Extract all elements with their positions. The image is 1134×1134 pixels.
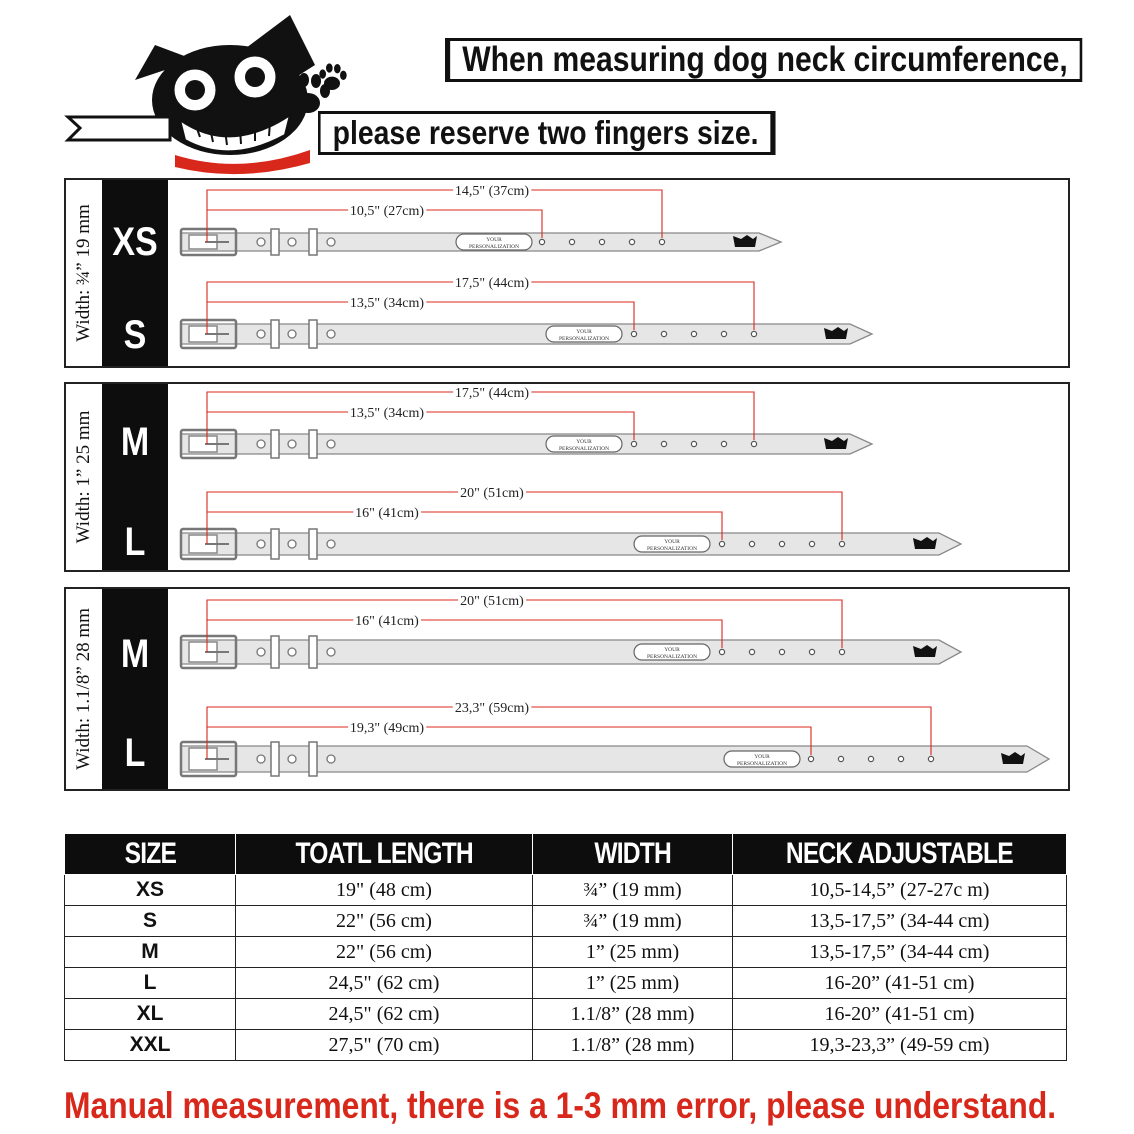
cell-length: 27,5" (70 cm)	[236, 1030, 533, 1061]
cell-neck: 10,5-14,5” (27-27c m)	[733, 875, 1067, 906]
cell-length: 22" (56 cm)	[236, 906, 533, 937]
keeper-loop	[309, 320, 317, 348]
header-line-2: please reserve two fingers size.	[318, 111, 776, 155]
personalization-tag-text: YOUR	[754, 754, 770, 760]
size-label: L	[124, 731, 146, 775]
personalization-tag-text: YOUR	[576, 439, 592, 445]
size-table	[64, 833, 1067, 1061]
adjust-hole	[749, 649, 754, 654]
adjust-hole	[569, 239, 574, 244]
adjust-hole	[629, 239, 634, 244]
adjust-hole	[691, 331, 696, 336]
adjust-hole	[721, 441, 726, 446]
keeper-loop	[271, 742, 279, 776]
panel-width-19mm	[64, 178, 1070, 368]
rivet-hole	[327, 540, 335, 548]
adjust-hole	[809, 541, 814, 546]
cell-neck: 13,5-17,5” (34-44 cm)	[733, 906, 1067, 937]
personalization-tag-text: PERSONALIZATION	[736, 761, 788, 767]
cell-width: 1.1/8” (28 mm)	[533, 1030, 733, 1061]
max-measure-label: 20" (51cm)	[460, 486, 524, 501]
adjust-hole	[751, 331, 756, 336]
adjust-hole	[631, 331, 636, 336]
keeper-loop	[309, 742, 317, 776]
max-measure-label: 17,5" (44cm)	[454, 276, 530, 291]
adjust-hole	[749, 541, 754, 546]
cell-length: 19" (48 cm)	[236, 875, 533, 906]
adjust-hole	[809, 649, 814, 654]
max-measure-label: 17,5" (44cm)	[454, 386, 530, 401]
rivet-hole	[257, 440, 265, 448]
cell-size: XL	[65, 999, 236, 1030]
max-measure-label: 14,5" (37cm)	[454, 184, 530, 199]
table-row	[65, 999, 1067, 1030]
rivet-hole	[288, 238, 296, 246]
adjust-hole	[659, 239, 664, 244]
min-measure-label: 13,5" (34cm)	[349, 406, 425, 421]
adjust-hole	[721, 331, 726, 336]
adjust-hole	[631, 441, 636, 446]
collar-diagram	[66, 180, 1068, 366]
min-measure-label: 16" (41cm)	[355, 506, 419, 521]
adjust-hole	[599, 239, 604, 244]
keeper-loop	[271, 430, 279, 458]
cell-length: 24,5" (62 cm)	[236, 999, 533, 1030]
size-label: M	[120, 632, 150, 676]
min-measure-label: 19,3" (49cm)	[349, 721, 425, 736]
table-row	[65, 875, 1067, 906]
keeper-loop	[309, 529, 317, 559]
header-neck-adjustable: NECK ADJUSTABLE	[733, 834, 1067, 875]
width-label: Width: 1” 25 mm	[73, 410, 94, 544]
adjust-hole	[691, 441, 696, 446]
adjust-hole	[751, 441, 756, 446]
cell-width: ¾” (19 mm)	[533, 875, 733, 906]
adjust-hole	[779, 649, 784, 654]
personalization-tag-text: YOUR	[664, 647, 680, 653]
personalization-tag-text: PERSONALIZATION	[646, 546, 698, 552]
max-measure-label: 23,3" (59cm)	[454, 701, 530, 716]
width-label: Width: ¾” 19 mm	[73, 204, 94, 342]
rivet-hole	[257, 238, 265, 246]
keeper-loop	[309, 430, 317, 458]
adjust-hole	[838, 756, 843, 761]
min-measure-label: 13,5" (34cm)	[349, 296, 425, 311]
rivet-hole	[257, 648, 265, 656]
rivet-hole	[288, 440, 296, 448]
cell-neck: 13,5-17,5” (34-44 cm)	[733, 937, 1067, 968]
header-size: SIZE	[65, 834, 236, 875]
paw-icon	[312, 58, 352, 98]
max-measure-label: 20" (51cm)	[460, 594, 524, 609]
cell-width: ¾” (19 mm)	[533, 906, 733, 937]
adjust-hole	[719, 649, 724, 654]
keeper-loop	[271, 229, 279, 255]
adjust-hole	[928, 756, 933, 761]
adjust-hole	[779, 541, 784, 546]
rivet-hole	[327, 648, 335, 656]
adjust-hole	[539, 239, 544, 244]
adjust-hole	[839, 649, 844, 654]
collar-strap	[181, 434, 872, 454]
cell-size: S	[65, 906, 236, 937]
rivet-hole	[327, 755, 335, 763]
cell-size: L	[65, 968, 236, 999]
adjust-hole	[719, 541, 724, 546]
adjust-hole	[868, 756, 873, 761]
keeper-loop	[309, 636, 317, 668]
adjust-hole	[661, 331, 666, 336]
table-row	[65, 1030, 1067, 1061]
width-label: Width: 1.1/8” 28 mm	[73, 608, 94, 770]
personalization-tag-text: PERSONALIZATION	[468, 244, 520, 250]
cell-width: 1.1/8” (28 mm)	[533, 999, 733, 1030]
cell-width: 1” (25 mm)	[533, 937, 733, 968]
table-row	[65, 968, 1067, 999]
personalization-tag-text: YOUR	[664, 539, 680, 545]
table-header-row	[65, 834, 1067, 875]
keeper-loop	[271, 529, 279, 559]
rivet-hole	[288, 330, 296, 338]
rivet-hole	[257, 540, 265, 548]
rivet-hole	[288, 540, 296, 548]
cell-neck: 16-20” (41-51 cm)	[733, 968, 1067, 999]
adjust-hole	[661, 441, 666, 446]
adjust-hole	[808, 756, 813, 761]
cell-width: 1” (25 mm)	[533, 968, 733, 999]
size-label: S	[123, 313, 147, 357]
rivet-hole	[257, 330, 265, 338]
min-measure-label: 16" (41cm)	[355, 614, 419, 629]
cell-neck: 16-20” (41-51 cm)	[733, 999, 1067, 1030]
footer-note: Manual measurement, there is a 1-3 mm error, please understand.	[64, 1085, 1057, 1126]
collar-strap	[181, 324, 872, 344]
cell-length: 22" (56 cm)	[236, 937, 533, 968]
size-label: M	[120, 420, 150, 464]
table-row	[65, 937, 1067, 968]
panel-width-25mm	[64, 382, 1070, 572]
keeper-loop	[271, 636, 279, 668]
header-line-1: When measuring dog neck circumference,	[445, 38, 1082, 82]
personalization-tag-text: PERSONALIZATION	[646, 654, 698, 660]
rivet-hole	[327, 238, 335, 246]
header-width: WIDTH	[533, 834, 733, 875]
adjust-hole	[839, 541, 844, 546]
keeper-loop	[271, 320, 279, 348]
table-row	[65, 906, 1067, 937]
cell-neck: 19,3-23,3” (49-59 cm)	[733, 1030, 1067, 1061]
size-label: XS	[112, 220, 158, 264]
personalization-tag-text: PERSONALIZATION	[558, 446, 610, 452]
rivet-hole	[288, 648, 296, 656]
adjust-hole	[898, 756, 903, 761]
cell-size: M	[65, 937, 236, 968]
cell-size: XXL	[65, 1030, 236, 1061]
keeper-loop	[309, 229, 317, 255]
rivet-hole	[327, 440, 335, 448]
personalization-tag-text: YOUR	[486, 237, 502, 243]
personalization-tag-text: YOUR	[576, 329, 592, 335]
size-label: L	[124, 520, 146, 564]
collar-diagram	[66, 384, 1068, 570]
rivet-hole	[257, 755, 265, 763]
rivet-hole	[288, 755, 296, 763]
header-total-length: TOATL LENGTH	[236, 834, 533, 875]
panel-width-28mm	[64, 587, 1070, 791]
personalization-tag-text: PERSONALIZATION	[558, 336, 610, 342]
cell-length: 24,5" (62 cm)	[236, 968, 533, 999]
min-measure-label: 10,5" (27cm)	[349, 204, 425, 219]
collar-diagram	[66, 589, 1068, 789]
rivet-hole	[327, 330, 335, 338]
cell-size: XS	[65, 875, 236, 906]
